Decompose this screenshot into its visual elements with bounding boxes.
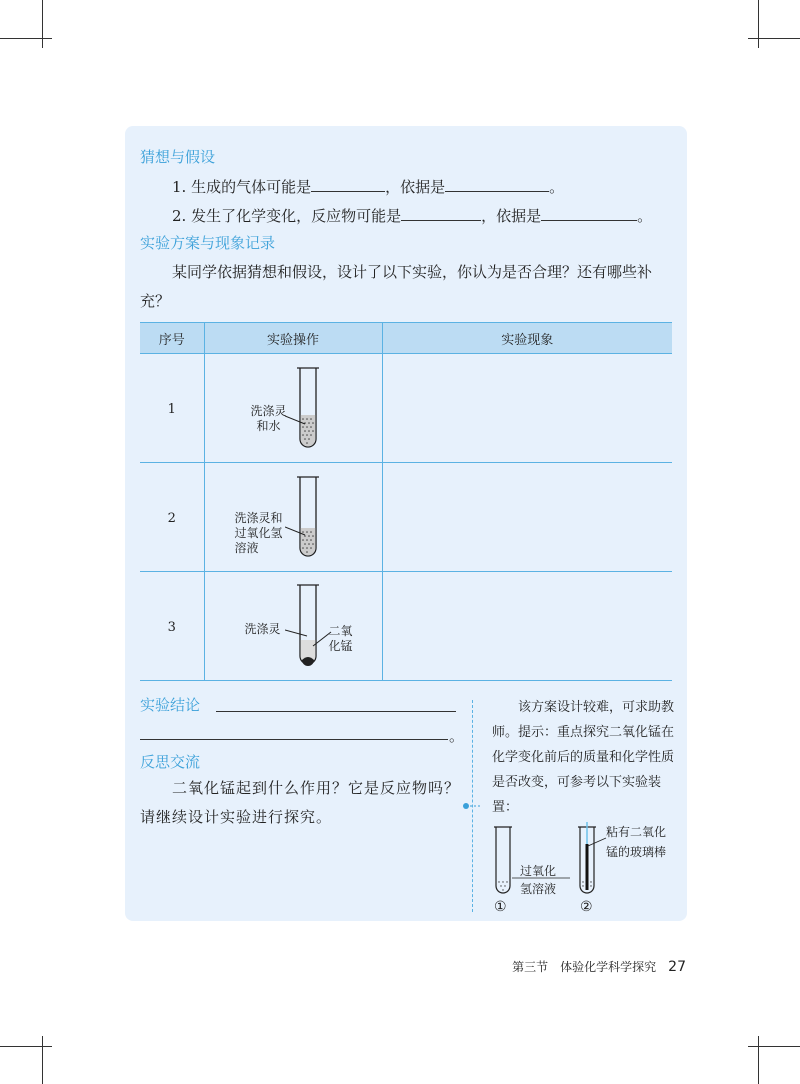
conclusion-blank[interactable]	[216, 697, 456, 712]
crop-mark	[748, 38, 800, 39]
crop-mark	[42, 1036, 43, 1084]
answer-blank[interactable]	[541, 206, 637, 221]
experiment-table	[140, 322, 672, 681]
hypothesis-heading: 猜想与假设	[140, 148, 216, 166]
label-line: 过氧化氢	[234, 526, 283, 540]
page-number: 27	[668, 959, 686, 975]
apparatus-tube-1-label	[520, 862, 556, 898]
label-line: 氢溶液	[520, 882, 557, 896]
apparatus-tube-2-icon	[576, 822, 600, 896]
tube-label	[251, 404, 287, 434]
hypothesis-line-2-text: 2. 发生了化学变化，反应物可能是	[172, 207, 402, 225]
hypothesis-line-2-reason: ，依据是	[481, 207, 542, 225]
label-line: 溶液	[234, 541, 259, 555]
label-line: 和水	[256, 419, 281, 433]
page-footer	[512, 958, 686, 975]
period: 。	[549, 178, 565, 196]
conclusion-heading: 实验结论	[140, 696, 201, 714]
tube-label-left: 洗涤灵	[244, 622, 281, 636]
label-leader-line	[588, 836, 608, 850]
table-row	[140, 463, 672, 572]
tube-label-right	[329, 624, 353, 654]
header-operation: 实验操作	[204, 323, 382, 354]
tube-label	[235, 511, 283, 556]
table-row	[140, 354, 672, 463]
header-phenomenon: 实验现象	[382, 323, 672, 354]
plan-heading: 实验方案与现象记录	[140, 234, 276, 252]
apparatus-mark-2: ②	[580, 899, 593, 915]
phenomenon-cell[interactable]	[382, 572, 672, 681]
answer-blank[interactable]	[311, 177, 385, 192]
label-line: 洗涤灵	[250, 404, 287, 418]
crop-mark	[748, 1046, 800, 1047]
crop-mark	[758, 1036, 759, 1084]
header-number: 序号	[140, 323, 204, 354]
answer-blank[interactable]	[445, 177, 549, 192]
answer-blank[interactable]	[401, 206, 481, 221]
operation-cell	[204, 354, 382, 463]
apparatus-tube-1-icon	[492, 826, 514, 896]
label-leader-line	[285, 525, 309, 541]
row-number: 3	[140, 572, 204, 681]
tip-text: 该方案设计较难，可求助教师。提示：重点探究二氧化锰在化学变化前后的质量和化学性质是否改变，可参考以下实验装置：	[492, 700, 675, 815]
label-line: 二氧	[328, 624, 353, 638]
label-leader-line	[285, 628, 311, 642]
phenomenon-cell[interactable]	[382, 463, 672, 572]
reflection-heading: 反思交流	[140, 753, 201, 771]
label-line: 洗涤灵和	[234, 511, 283, 525]
test-tube-icon	[295, 367, 325, 449]
label-line: 锰的玻璃棒	[606, 845, 667, 859]
test-tube-icon	[295, 584, 325, 668]
table-row	[140, 572, 672, 681]
operation-cell	[204, 463, 382, 572]
hypothesis-line-1-text: 1. 生成的气体可能是	[172, 178, 312, 196]
operation-cell	[204, 572, 382, 681]
row-number: 1	[140, 354, 204, 463]
plan-intro: 某同学依据猜想和假设，设计了以下实验，你认为是否合理？还有哪些补充？	[140, 263, 653, 310]
apparatus-mark-1: ①	[494, 899, 507, 915]
section-title: 第三节 体验化学科学探究	[512, 960, 657, 974]
connector-dot-icon	[462, 800, 484, 812]
hypothesis-line-1-reason: ，依据是	[385, 178, 446, 196]
label-leader-line	[285, 414, 309, 430]
crop-mark	[42, 0, 43, 48]
label-line: 化锰	[328, 639, 353, 653]
test-tube-icon	[295, 476, 325, 558]
crop-mark	[0, 38, 52, 39]
label-line: 过氧化	[520, 864, 557, 878]
reflection-text: 二氧化锰起到什么作用？它是反应物吗？请继续设计实验进行探究。	[140, 779, 461, 826]
conclusion-blank[interactable]	[140, 725, 448, 740]
hypothesis-line-2	[172, 205, 652, 226]
phenomenon-cell[interactable]	[382, 354, 672, 463]
label-line: 粘有二氧化	[606, 825, 667, 839]
row-number: 2	[140, 463, 204, 572]
crop-mark	[0, 1046, 52, 1047]
period: 。	[637, 207, 653, 225]
apparatus-tube-2-label	[606, 822, 666, 862]
hypothesis-line-1	[172, 176, 564, 197]
period: 。	[449, 727, 465, 745]
crop-mark	[758, 0, 759, 48]
